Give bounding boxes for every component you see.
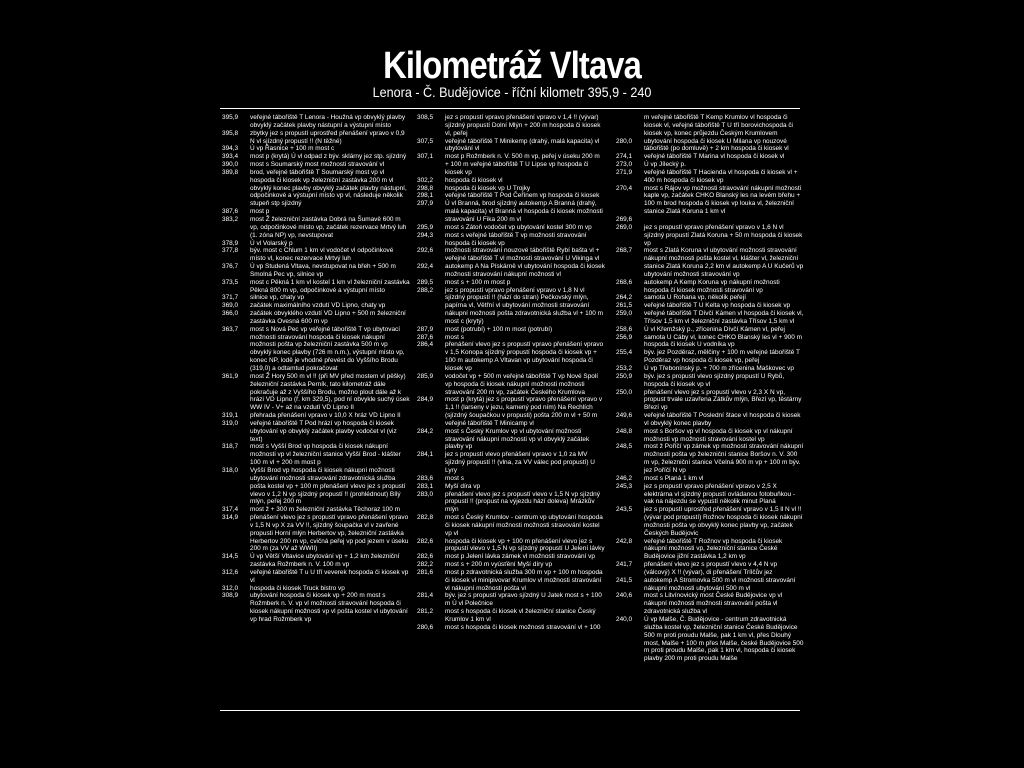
river-km: 387,6 (222, 208, 239, 216)
entry-description: Ú vl Branná, brod sjízdný autokemp A Branná (drahý, malá kapacita) vl Branná vl hospoda či kiosek možnosti stravování U Fika 200 m vl (445, 200, 603, 223)
kilometer-entry (222, 585, 410, 593)
river-km: 264,2 (616, 294, 633, 302)
entry-description: most p Jelení lávka zámek vl možnosti stravování vp (445, 553, 595, 561)
kilometer-entry (222, 553, 410, 569)
kilometer-entry (616, 224, 804, 248)
river-km: 258,6 (616, 325, 633, 333)
kilometer-entry (417, 200, 605, 224)
river-km: 308,9 (222, 592, 239, 600)
kilometer-entry (417, 538, 605, 554)
kilometer-entry (417, 138, 605, 154)
river-km: 269,6 (616, 215, 633, 223)
river-km: 302,2 (417, 176, 434, 184)
kilometer-entry (417, 279, 605, 287)
river-km: 242,8 (616, 537, 633, 545)
river-km: 284,2 (417, 427, 434, 435)
river-km: 366,0 (222, 310, 239, 318)
river-km: 241,5 (616, 576, 633, 584)
kilometer-entry (222, 373, 410, 412)
kilometer-entry (417, 428, 605, 452)
entry-description: most (potrubí) + 100 m most (potrubí) (445, 325, 553, 333)
river-km: 395,8 (222, 129, 239, 137)
entry-description: most s Zlatá Koruna vl ubytování možnosti stravování nákupní možnosti pošta kostel vl, klášter vl, železniční stanice Zlatá Koruna 2,2 km vl autokemp A U Kučerů vp ubytování možnosti stravování vp (644, 247, 804, 278)
kilometer-entry (417, 153, 605, 177)
river-km: 284,9 (417, 396, 434, 404)
river-km: 307,5 (417, 137, 434, 145)
entry-description: jez s propustí vpravo přenášení vpravo v 1,4 !! (vývar) sjízdný propustí Dolní Mlýn + 200 m hospoda či kiosek vl, peřej (445, 114, 601, 137)
river-km: 271,9 (616, 168, 633, 176)
entry-description: veřejné tábořiště T Pod hrází vp hospoda či kiosek ubytování vp obvyklý začátek plavby vodočet vl (viz text) (250, 419, 397, 443)
entry-description: veřejné tábořiště T Minikemp (drahý, malá kapacita) vl ubytování vl (445, 137, 600, 153)
kilometer-entry (222, 216, 410, 240)
river-km: 246,2 (616, 474, 633, 482)
entry-description: Ú vl Volarský p (250, 239, 293, 247)
entry-description: most p Rožmberk n. V. 500 m vp, peřej v úseku 200 m + 100 m veřejné tábořiště T U Lipse vp hospoda či kiosek vp (445, 153, 600, 176)
kilometer-entry (616, 326, 804, 334)
kilometer-entry (417, 451, 605, 475)
entry-description: veřejné tábořiště T Pod Čeřínem vp hospoda či kiosek (445, 192, 600, 200)
entry-description: býv. jez Pozděraz, mělčiny + 100 m veřejné tábořiště T Pozděraz vp hospoda či kiosek vp, peřej (644, 349, 800, 365)
entry-description: jez s propustí uprostřed přenášení vpravo v 1,5 ll N vl !! (vývar pod propustí) Rožnov hospoda či kiosek nákupní možnosti pošta vp obvyklý konec plavby vp, začátek Českých Budějovic (644, 506, 803, 537)
river-km: 318,7 (222, 443, 239, 451)
entry-description: veřejné tábořiště T Hacienda vl hospoda či kiosek vl + 400 m hospoda či kiosek vp (644, 168, 798, 184)
river-km: 298,1 (417, 192, 434, 200)
river-km: 286,4 (417, 341, 434, 349)
kilometer-entry (616, 506, 804, 537)
entry-description: most s Vyšší Brod vp hospoda či kiosek nákupní možnosti vp vl železniční stanice Vyšší Brod - klášter 100 m vl + 200 m most p (250, 443, 401, 467)
river-km: 361,9 (222, 372, 239, 380)
entry-description: Ú vl Křemžský p., zřícenina Dívčí Kámen vl, peřej (644, 325, 785, 333)
river-km: 280,0 (616, 137, 633, 145)
kilometer-entry (616, 616, 804, 663)
kilometer-entry (616, 561, 804, 577)
river-km: 288,2 (417, 286, 434, 294)
entry-description: most s + 200 m vyúsťění Myší díry vp (445, 561, 553, 569)
river-km: 270,4 (616, 184, 633, 192)
entry-description: Ú vp Větší Vltavice ubytování vp + 1,2 km železniční zastávka Rožmberk n. V. 100 m vp (250, 553, 400, 569)
river-km: 373,5 (222, 278, 239, 286)
kilometer-entry (616, 185, 804, 216)
river-km: 294,3 (417, 231, 434, 239)
entry-description: ubytování hospoda či kiosek U Milana vp nouzové tábořiště (po domluvě) + 2 km hospoda či kiosek vl (644, 137, 789, 153)
page-subtitle: Lenora - Č. Budějovice - říční kilometr 395,9 - 240 (372, 84, 652, 100)
entry-description: samota U Cáby vl, konec CHKO Blanský les vl + 900 m hospoda či kiosek U vodníka vp (644, 333, 802, 349)
kilometer-entry (222, 208, 410, 216)
river-km: 298,8 (417, 184, 434, 192)
entry-description: most p (krytá) Ú vl odpad z býv. sklárny jez stp. sjízdný (250, 153, 407, 161)
river-km: 268,6 (616, 278, 633, 286)
entry-description: hospoda či kiosek vl (445, 176, 503, 184)
entry-description: veřejné tábořiště T Lenora - Houžná vp obvyklý plavby obvyklý začátek plavby nástupní a výstupní místo (250, 114, 406, 129)
entry-description: hospoda či kiosek Truck bistro vp (250, 584, 345, 592)
river-km: 253,2 (616, 365, 633, 372)
kilometer-entry (616, 294, 804, 302)
kilometer-entry (417, 326, 605, 334)
river-km: 285,9 (417, 372, 434, 380)
entry-description: hospoda či kiosek vp + 100 m přenášení vlevo jez s propustí vlevo v 1,5 N vp sjízdný propustí U Jelení lávky (445, 537, 605, 553)
kilometer-entry (417, 592, 605, 608)
river-km: 282,2 (417, 561, 434, 569)
entry-description: most s Český Krumlov vp vl ubytování možnosti stravování nákupní možnosti vp vl obvyklý začátek plavby vp (445, 427, 590, 451)
river-km: 314,5 (222, 553, 239, 561)
entry-description: Vyšší Brod vp hospoda či kiosek nákupní možnosti ubytování možnosti stravování zdravotnická služba pošta kostel vp + 100 m přenášení vlevo jez s propustí vlevo v 1,2 N vp sjízdný propustí !! (prohlédnout) Bílý mlýn, peřej 200 m (250, 466, 406, 506)
kilometer-entry (417, 224, 605, 232)
river-km: 292,4 (417, 263, 434, 271)
page-title: Kilometráž Vltava (383, 45, 641, 87)
kilometer-entry (222, 294, 410, 302)
entry-description: veřejné tábořiště T Poslední štace vl hospoda či kiosek vl obvyklý konec plavby (644, 412, 801, 427)
river-km: 248,5 (616, 443, 633, 451)
entry-description: býv. most c Chlum 1 km vl vodočet vl odpočinkové místo vl, konec rezervace Mrtvý luh (250, 247, 394, 263)
entry-description: most s (445, 333, 464, 341)
entry-description: silnice vp, chaty vp (250, 294, 305, 302)
entry-description: most s Rájov vp možnosti stravování nákupní možnosti kaple vp, začátek CHKO Blanský les na levém břehu + 100 m brod hospoda či kiosek vp louka vl, železniční stanice Zlatá Koruna 1 km vl (644, 184, 802, 216)
entry-description: most s hospoda či kiosek možnosti stravování vl + 100 (445, 623, 601, 631)
kilometer-entry (417, 475, 605, 483)
river-km: 307,1 (417, 153, 434, 161)
kilometer-entry (417, 287, 605, 326)
river-km: 317,4 (222, 506, 239, 514)
kilometer-entry (616, 577, 804, 593)
entry-description: most s Zátoň vodočet vp ubytování kostel 300 m vp (445, 223, 592, 231)
entry-description: most Ž železniční zastávka Dobrá na Šumavě 600 m vp, odpočinkové místo vp, začátek rezervace Mrtvý luh (1. zóna NP) vp, nevstupovat (250, 215, 407, 239)
kilometer-entry (222, 326, 410, 373)
kilometer-entry (222, 412, 410, 420)
river-km: 393,4 (222, 153, 239, 161)
entry-description: zbytky jez s propustí uprostřed přenášení vpravo v 0,9 N vl sjízdný propustí !! (N těžné) (250, 129, 405, 145)
entry-description: m veřejné tábořiště T Kemp Krumlov vl hospoda či kiosek vl, veřejné tábořiště T U tří borovichospoda či kiosek vp, konec průjezdu Českým Krumlovem (644, 114, 793, 137)
entry-description: veřejné tábořiště T Dívčí Kámen vl hospoda či kiosek vl, Třísov 1,5 km vl železniční zastávka Třísov 1,5 km vl (644, 310, 804, 325)
kilometer-entry (222, 420, 410, 444)
river-km: 281,4 (417, 592, 434, 600)
river-km: 363,7 (222, 325, 239, 333)
river-km: 243,5 (616, 506, 633, 514)
kilometer-entry (616, 216, 804, 224)
kilometer-entry (222, 153, 410, 161)
entry-description: veřejné tábořiště T U Kelta vp hospoda či kiosek vp (644, 302, 791, 310)
entry-description: most ž Poříčí vp zámek vp možnosti stravování nákupní možnosti pošta vp železniční stanice Boršov n. V. 300 m vp, železniční stanice Včelná 900 m vp + 100 m býv. jez Poříčí N vp (644, 443, 804, 474)
kilometer-entry (417, 247, 605, 263)
entry-description: most p zdravotnická služba 300 m vp + 100 m hospoda či kiosek vl minipivovar Krumlov vl možnosti stravování vl nákupní možnosti pošta vl (445, 568, 603, 592)
kilometer-entry (616, 161, 804, 169)
kilometer-entry (616, 389, 804, 413)
kilometer-entry (222, 130, 410, 146)
river-km: 282,8 (417, 514, 434, 522)
kilometer-entry (417, 114, 605, 138)
river-km: 312,0 (222, 584, 239, 592)
entry-description: veřejné tábořiště T Rožnov vp hospoda či kiosek nákupní možnosti vp, železniční stanice České Budějovice jižní zastávka 1,2 km vp (644, 537, 783, 561)
kilometer-entry (417, 341, 605, 372)
river-km: 376,7 (222, 263, 239, 271)
river-km: 268,7 (616, 247, 633, 255)
kilometer-entry (616, 153, 804, 161)
kilometer-entry (222, 592, 410, 623)
entry-description: most s hospoda či kiosek vl železniční stanice Český Krumlov 1 km vl (445, 608, 596, 623)
kilometer-entry (222, 302, 410, 310)
river-km: 284,1 (417, 451, 434, 459)
river-km: 389,8 (222, 168, 239, 176)
entry-description: most s Soumarský most možnosti stravování vl (250, 161, 385, 169)
kilometer-entry (417, 553, 605, 561)
river-km: 292,6 (417, 247, 434, 255)
kilometer-entry (417, 263, 605, 279)
river-km: 273,0 (616, 161, 633, 169)
kilometer-entry (616, 169, 804, 185)
divider-bottom (220, 710, 800, 711)
kilometer-entry (616, 443, 804, 474)
entry-description: veřejné tábořiště T Marina vl hospoda či kiosek vl (644, 153, 785, 161)
river-km: 314,9 (222, 514, 239, 522)
river-km: 283,6 (417, 474, 434, 482)
kilometer-entry (417, 514, 605, 538)
river-km: 250,0 (616, 388, 633, 396)
kilometer-entry (616, 483, 804, 507)
river-km: 255,4 (616, 349, 633, 357)
river-km: 390,0 (222, 161, 239, 169)
river-km: 240,0 (616, 616, 633, 623)
kilometer-entry (616, 310, 804, 326)
entry-description: most p (250, 208, 270, 216)
river-km: 269,0 (616, 223, 633, 231)
entry-description: začátek obvyklého vzdutí VD Lipno + 500 m železniční zastávka Ovesná 600 m vp (250, 310, 406, 325)
river-km: 287,9 (417, 325, 434, 333)
river-km: 287,6 (417, 333, 434, 341)
kilometer-entry (616, 592, 804, 616)
river-km: 283,0 (417, 490, 434, 498)
kilometer-entry (222, 279, 410, 295)
river-km: 319,1 (222, 412, 239, 420)
kilometer-entry (222, 240, 410, 248)
entry-description: most p (krytá) jez s propustí vpravo přenášení vpravo v 1,1 !! (larseny v jezu, kamený pod ním) Na Rechlích (sjízdný šoupačkou v propusti) pošta 200 m vl + 50 m veřejné tábořiště T Minicamp vl (445, 396, 603, 427)
kilometer-entry (616, 247, 804, 278)
river-km: 295,9 (417, 223, 434, 231)
kilometer-entry (222, 263, 410, 279)
river-km: 283,1 (417, 482, 434, 490)
kilometer-entry (417, 396, 605, 427)
entry-description: jez s propustí vpravo přenášení vpravo v 2,5 X elektrárna vl sjízdný propustí ovládanou fotobuňkou - vak na nájezdu se vypustí několik minut Planá (644, 482, 796, 506)
kilometer-entry (222, 506, 410, 514)
entry-description: přenášení vlevo jez s propustí vlevo v 1,5 N vp sjízdný propustí !! (propust na výjezdu hází doleva) Mrázkův mlýn (445, 490, 600, 514)
river-km: 312,6 (222, 568, 239, 576)
entry-description: autokemp A Stromovka 500 m vl možnosti stravování nákupní možnosti ubytování 500 m vl (644, 576, 796, 592)
entry-description: možnosti stravování nouzové tábořiště Rybí bašta vl + veřejné tábořiště T vl možnosti stravování U Vikinga vl (445, 247, 600, 263)
entry-description: brod, veřejné tábořiště T Soumarský most vp vl hospoda či kiosek vp železniční zastávka 200 m vl obvyklý konec plavby obvyklý začátek plavby nástupní, odpočinkové a výstupní místo vp vl, následuje několik stupeň stp sjízdný (250, 168, 407, 208)
column-2 (417, 114, 605, 632)
entry-description: most c Pěkná 1 km vl kostel 1 km vl železniční zastávka Pěkná 800 m vp, odpočinkové a výstupní místo (250, 278, 410, 294)
river-km: 318,0 (222, 466, 239, 474)
kilometer-entry (616, 334, 804, 350)
river-km: 240,6 (616, 592, 633, 600)
column-1 (222, 114, 410, 624)
entry-description: most s Litvínovický most České Budějovice vp vl nákupní možnosti možnosti stravování pošta vl zdravotnická služba vl (644, 592, 783, 616)
river-km: 256,9 (616, 333, 633, 341)
river-km: 282,6 (417, 553, 434, 561)
kilometer-entry (616, 302, 804, 310)
river-km: 378,9 (222, 239, 239, 247)
entry-description: býv. jez s propustí vpravo sjízdný U Jatek most s + 100 m Ú vl Polečnice (445, 592, 602, 608)
entry-description: přenášení vlevo jez s propustí vlevo v 2,3 X N vp, propust trvale uzavřena Zátkův mlýn, Březí vp, těstárny Březí vp (644, 388, 802, 412)
river-km: 383,2 (222, 215, 239, 223)
kilometer-entry (417, 624, 605, 632)
entry-description: most s veřejné tábořiště T vp možnosti stravování hospoda či kiosek vp (445, 231, 587, 247)
river-km: 377,8 (222, 247, 239, 255)
kilometer-entry (222, 169, 410, 208)
kilometer-entry (417, 232, 605, 248)
kilometer-entry (417, 561, 605, 569)
river-km: 395,9 (222, 114, 239, 121)
river-km: 248,8 (616, 427, 633, 435)
kilometer-entry (417, 483, 605, 491)
river-km: 280,6 (417, 623, 434, 631)
kilometer-entry (616, 365, 804, 373)
entry-description: Ú vp Malše, Č. Budějovice - centrum zdravotnická služba kostel vp, železniční stanice České Budějovice 500 m proti proudu Malše, pak 1 km vl, přes Dlouhý most, Malše + 100 m přes Malše, české Budějovice 500 m proti proudu Malše, pak 1 km vl, hospoda či kiosek plavby 200 m proti proudu Malše (644, 616, 804, 663)
kilometer-entry (222, 467, 410, 506)
entry-description: veřejné tábořiště T u U tří veverek hospoda či kiosek vp vl (250, 568, 409, 584)
kilometer-entry (616, 475, 804, 483)
kilometer-entry (616, 138, 804, 154)
entry-description: most s Nová Pec vp veřejné tábořiště T vp ubytovací možnosti stravování hospoda či kiosek nákupní možnosti pošta vp železniční zastávka 500 m vp obvyklý konec plavby (726 m n.m.), výstupní místo vp, konec NP, lodě je vhodné převést do Vyššího Brodu (319,0) a odtamtud pokračovat (250, 325, 405, 372)
entry-description: jez s propustí vpravo přenášení vpravo v 1,8 N vl sjízdný propustí !! (hází do stran) Pečkovský mlýn, papírna vl, Větřní vl ubytování možnosti stravování nákupní možnosti pošta zdravotnická služba vl + 100 m most c (krytý) (445, 286, 603, 325)
entry-description: přenášení vlevo jez s propustí vpravo přenášení vpravo v 1,5 N vp X za VV !!, sjízdný šoupačka vl v zavřené propusti Horní mlýn Herbertov vp, železniční zastávka Herbertov 200 m vp, cvičná peřej vp pod jezem v úseku 200 m (za VV až WWII) (250, 514, 409, 553)
entry-description: hospoda či kiosek vp U Trojky (445, 184, 531, 192)
kilometer-entry (417, 491, 605, 515)
river-km: 297,9 (417, 200, 434, 208)
kilometer-entry (222, 247, 410, 263)
entry-description: most s Planá 1 km vl (644, 474, 704, 482)
river-km: 371,7 (222, 294, 239, 302)
kilometer-entry (616, 373, 804, 389)
river-km: 259,0 (616, 310, 633, 318)
entry-description: vodočet vp + 500 m veřejné tábořiště T vp Nové Spolí vp hospoda či kiosek nákupní možnosti možnosti stravování 200 m vp, začátek Českého Krumlova (445, 372, 599, 396)
entry-description: Ú vp Třebonínský p. + 700 m zřícenina Maškovec vp (644, 365, 794, 372)
entry-description: jez s propustí vlevo přenášení vpravo v 1,0 za MV sjízdný propustí !! (vlna, za VV válec pod propustí) U Lyry (445, 451, 595, 474)
river-km: 241,7 (616, 561, 633, 569)
kilometer-entry (222, 114, 410, 130)
entry-description: autokemp A Kemp Koruna vp nákupní možnosti hospoda či kiosek možnosti stravování vp (644, 278, 780, 294)
column-3 (616, 114, 804, 663)
entry-description: most s + 100 m most p (445, 278, 511, 286)
river-km: 249,6 (616, 412, 633, 420)
entry-description: ubytování hospoda či kiosek vp + 200 m most s Rožmberk n. V. vp vl možnosti stravování hospoda či kiosek nákupní možnosti vp vl pošta kostel vl ubytování vp hrad Rožmberk vp (250, 592, 408, 623)
entry-description: jez s propustí vpravo přenášení vpravo v 1,6 N vl sjízdný propustí Zlatá Koruna + 50 m hospoda či kiosek vp (644, 223, 803, 247)
entry-description: přehrada přenášení vpravo v 10,0 X hráz VD Lipno II (250, 412, 401, 420)
river-km: 281,2 (417, 608, 434, 616)
entry-description: most s Český Krumlov - centrum vp ubytování hospoda či kiosek nákupní možnosti možnosti stravování kostel vp vl (445, 514, 603, 537)
kilometer-entry (222, 310, 410, 326)
kilometer-entry (222, 569, 410, 585)
entry-description: autokemp A Na Pískárně vl ubytování hospoda či kiosek možnosti stravování nákupní možnosti vl (445, 263, 605, 278)
kilometer-entry (616, 349, 804, 365)
entry-description: Ú vp Jílecký p. (644, 161, 686, 169)
entry-description: most Ž Hory 500 m vl !! (při MV před mostem vl pěšky) železniční zastávka Perník, tato kilometráž dále pokračuje až z Vyššího Brodu, možno plout dále až k hrázi VD Lipno (ř. km 329,5), pod ní obvykle suchý úsek WW IV - V+ až na vzdutí VD Lipno II (250, 372, 410, 412)
entry-description: most s (445, 474, 464, 482)
entry-description: Myší díra vp (445, 482, 481, 490)
kilometer-entry (616, 428, 804, 444)
entry-description: začátek maximálního vzdutí VD Lipno, chaty vp (250, 302, 386, 310)
river-km: 369,0 (222, 302, 239, 310)
river-km: 394,3 (222, 145, 239, 153)
river-km: 261,5 (616, 302, 633, 310)
entry-description: Ú vp Řasnice + 100 m most c (250, 145, 335, 153)
kilometer-entry (616, 538, 804, 562)
river-km: 308,5 (417, 114, 434, 121)
kilometer-entry (417, 177, 605, 185)
kilometer-entry (222, 161, 410, 169)
kilometer-entry (417, 334, 605, 342)
river-km: 282,6 (417, 537, 434, 545)
kilometer-entry (417, 608, 605, 624)
river-km: 250,9 (616, 372, 633, 380)
entry-description: samota U Rohana vp, několik peřejí (644, 294, 746, 302)
entry-description: přenášení vlevo jez s propustí vpravo přenášení vpravo v 1,5 Konopa sjízdný propustí hospoda či kiosek vp + 100 m autokemp A Vltavan vp ubytování hospoda či kiosek vp (445, 341, 604, 372)
river-km: 281,6 (417, 568, 434, 576)
entry-description: Ú vp Studená Vltava, nevstupovat na břeh + 500 m Smolná Pec vp, silnice vp (250, 263, 396, 278)
entry-description: býv. jez s propustí vlevo sjízdný propustí U Rybů, hospoda či kiosek vp vl (644, 372, 785, 388)
entry-description: most s Boršov vp vl hospoda či kiosek vp vl nákupní možnosti vp možnosti stravování kostel vp (644, 427, 793, 443)
kilometer-entry (616, 114, 804, 138)
kilometer-entry (222, 514, 410, 553)
river-km: 289,5 (417, 278, 434, 286)
kilometer-entry (616, 279, 804, 295)
river-km: 319,0 (222, 419, 239, 427)
kilometer-entry (222, 443, 410, 467)
river-km: 274,1 (616, 153, 633, 161)
entry-description: most ž + 300 m železniční zastávka Těchoraz 100 m (250, 506, 400, 514)
entry-description: přenášení vlevo jez s propustí vlevo v 4,4 N vp (válcový) X !! (vývar), di přenášení Trílčův jez (644, 561, 778, 576)
river-km: 245,3 (616, 482, 633, 490)
kilometer-entry (616, 412, 804, 428)
kilometer-entry (417, 569, 605, 593)
divider-top (220, 108, 800, 109)
kilometer-entry (417, 373, 605, 397)
